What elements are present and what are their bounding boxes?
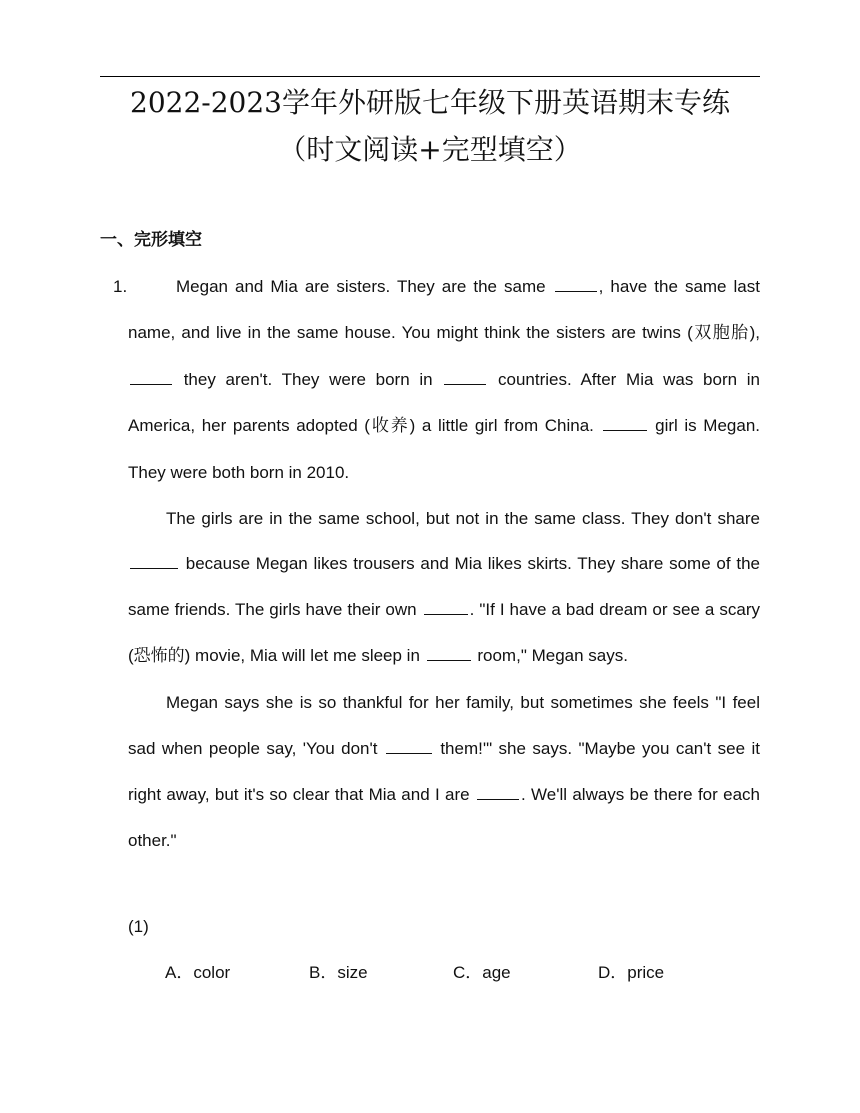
blank-9 bbox=[477, 784, 519, 800]
passage-text: ), bbox=[749, 322, 761, 342]
passage-text: . We'll always be there for each other." bbox=[128, 784, 760, 850]
chinese-gloss: 恐怖的 bbox=[133, 646, 185, 667]
blank-7 bbox=[427, 645, 471, 661]
option-d[interactable]: D．price bbox=[598, 963, 665, 982]
subquestion-label: (1) bbox=[128, 917, 149, 936]
passage-text: . "If I have a bad dream or see a scary ( bbox=[128, 600, 761, 666]
option-b[interactable]: B．size bbox=[309, 963, 368, 982]
passage-text: them!'" she says. "Maybe you can't see it right away, but it's so clear that Mia and I are bbox=[128, 739, 760, 804]
passage-text: The girls are in the same school, but not in the same class. They don't share bbox=[166, 508, 760, 528]
option-a[interactable]: A．color bbox=[165, 963, 231, 982]
passage-text: room," Megan says. bbox=[472, 646, 628, 666]
passage-text: girl is Megan. They were both born in 2010. bbox=[128, 415, 761, 482]
blank-2 bbox=[130, 369, 172, 385]
passage-text: countries. After Mia was born in America, her parents adopted ( bbox=[128, 369, 760, 435]
cloze-passage bbox=[128, 264, 760, 864]
passage-text: , have the same last name, and live in the same house. You might think the sisters are twins ( bbox=[128, 277, 760, 342]
option-c[interactable]: C．age bbox=[453, 963, 511, 982]
question-number: 1. bbox=[113, 277, 128, 296]
passage-text: Megan and Mia are sisters. They are the same bbox=[176, 277, 553, 296]
passage-paragraph-2 bbox=[128, 496, 760, 681]
blank-1 bbox=[555, 276, 597, 292]
passage-text: they aren't. They were born in bbox=[174, 369, 443, 389]
blank-4 bbox=[603, 415, 647, 431]
blank-6 bbox=[424, 599, 468, 615]
blank-8 bbox=[386, 738, 432, 754]
chinese-gloss: 双胞胎 bbox=[692, 322, 750, 343]
blank-3 bbox=[444, 369, 486, 385]
section-heading: 一、完形填空 bbox=[100, 230, 202, 249]
header-rule bbox=[100, 76, 760, 77]
document-title-line1: 2022-2023学年外研版七年级下册英语期末专练 bbox=[130, 86, 730, 119]
passage-text: ) movie, Mia will let me sleep in bbox=[184, 646, 425, 666]
document-title-line2: （时文阅读+完型填空） bbox=[278, 133, 582, 166]
passage-paragraph-3 bbox=[128, 680, 760, 864]
passage-text: ) a little girl from China. bbox=[409, 415, 601, 435]
passage-paragraph-1 bbox=[128, 264, 760, 496]
passage-text: because Megan likes trousers and Mia likes skirts. They share some of the same friends. The girls have their own bbox=[128, 554, 760, 620]
blank-5 bbox=[130, 553, 178, 569]
chinese-gloss: 收养 bbox=[369, 415, 410, 436]
passage-text: Megan says she is so thankful for her family, but sometimes she feels "I feel sad when people say, 'You don't bbox=[128, 693, 760, 759]
